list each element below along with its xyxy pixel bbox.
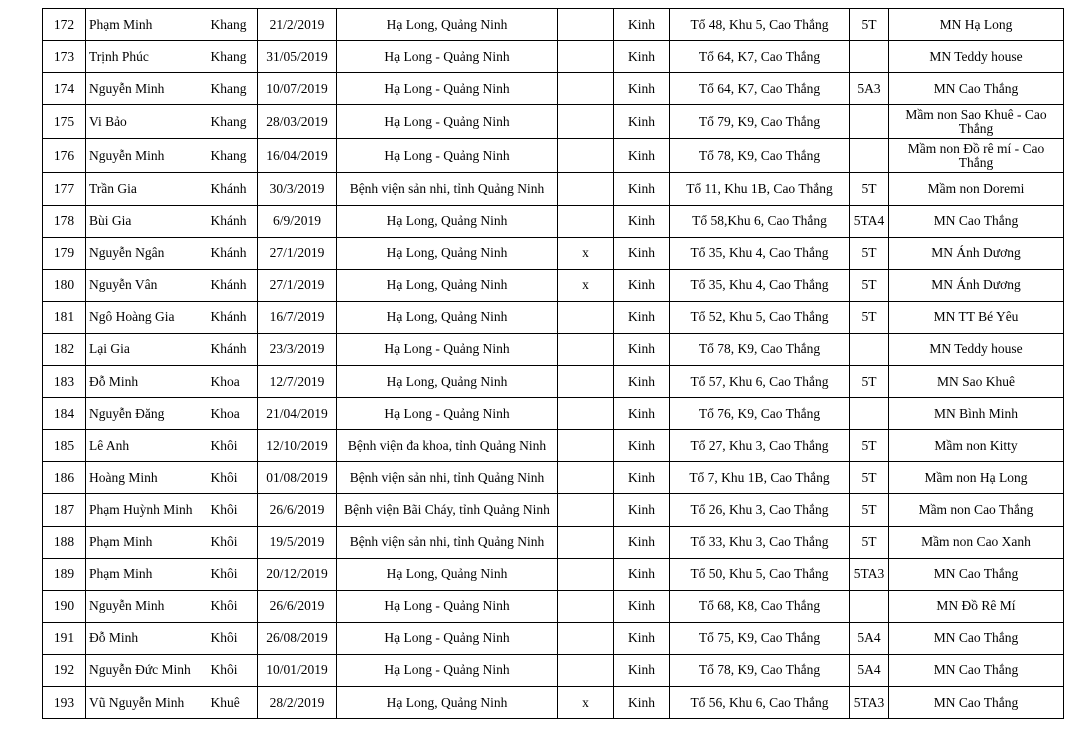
cell-address: Tổ 48, Khu 5, Cao Thắng <box>670 9 850 41</box>
cell-kindergarten: Mầm non Hạ Long <box>889 462 1064 494</box>
table-row <box>43 494 1064 526</box>
cell-ethnicity: Kinh <box>614 494 670 526</box>
cell-birth-place: Bệnh viện sản nhi, tỉnh Quảng Ninh <box>337 526 558 558</box>
cell-given-name: Khuê <box>208 686 258 718</box>
cell-stt: 176 <box>43 139 86 173</box>
cell-class <box>850 139 889 173</box>
table-row <box>43 558 1064 590</box>
cell-class: 5TA3 <box>850 686 889 718</box>
cell-female-mark <box>558 430 614 462</box>
cell-kindergarten: MN Đồ Rê Mí <box>889 590 1064 622</box>
cell-kindergarten: Mầm non Cao Thắng <box>889 494 1064 526</box>
cell-class <box>850 590 889 622</box>
cell-birth-date: 20/12/2019 <box>258 558 337 590</box>
cell-kindergarten: Mầm non Đồ rê mí - Cao Thắng <box>889 139 1064 173</box>
cell-kindergarten: MN Teddy house <box>889 41 1064 73</box>
cell-kindergarten: MN Cao Thắng <box>889 205 1064 237</box>
cell-address: Tổ 78, K9, Cao Thắng <box>670 139 850 173</box>
table-row <box>43 398 1064 430</box>
cell-ethnicity: Kinh <box>614 622 670 654</box>
table-row <box>43 590 1064 622</box>
cell-kindergarten: MN Cao Thắng <box>889 686 1064 718</box>
cell-stt: 180 <box>43 269 86 301</box>
cell-birth-date: 28/03/2019 <box>258 105 337 139</box>
cell-birth-place: Bệnh viện sản nhi, tỉnh Quảng Ninh <box>337 462 558 494</box>
cell-birth-date: 12/10/2019 <box>258 430 337 462</box>
cell-birth-date: 16/7/2019 <box>258 301 337 333</box>
cell-class: 5T <box>850 9 889 41</box>
cell-birth-date: 21/04/2019 <box>258 398 337 430</box>
cell-address: Tổ 11, Khu 1B, Cao Thắng <box>670 173 850 205</box>
cell-birth-date: 27/1/2019 <box>258 237 337 269</box>
cell-surname: Đỗ Minh <box>86 366 208 398</box>
table-row <box>43 366 1064 398</box>
table-row <box>43 139 1064 173</box>
cell-birth-place: Bệnh viện sản nhi, tỉnh Quảng Ninh <box>337 173 558 205</box>
cell-address: Tổ 27, Khu 3, Cao Thắng <box>670 430 850 462</box>
cell-surname: Nguyễn Vân <box>86 269 208 301</box>
table-row <box>43 73 1064 105</box>
table-row <box>43 237 1064 269</box>
cell-female-mark <box>558 205 614 237</box>
cell-kindergarten: MN Bình Minh <box>889 398 1064 430</box>
cell-given-name: Khôi <box>208 430 258 462</box>
cell-stt: 177 <box>43 173 86 205</box>
cell-class: 5A4 <box>850 622 889 654</box>
cell-kindergarten: MN Ánh Dương <box>889 269 1064 301</box>
table-row <box>43 686 1064 718</box>
cell-female-mark <box>558 105 614 139</box>
cell-birth-place: Hạ Long - Quảng Ninh <box>337 398 558 430</box>
cell-kindergarten: MN Teddy house <box>889 333 1064 365</box>
cell-given-name: Khoa <box>208 366 258 398</box>
table-row <box>43 462 1064 494</box>
student-table <box>42 8 1064 719</box>
cell-female-mark <box>558 73 614 105</box>
cell-class: 5TA3 <box>850 558 889 590</box>
cell-address: Tổ 76, K9, Cao Thắng <box>670 398 850 430</box>
cell-given-name: Khang <box>208 105 258 139</box>
cell-surname: Bùi Gia <box>86 205 208 237</box>
cell-ethnicity: Kinh <box>614 269 670 301</box>
cell-class: 5T <box>850 366 889 398</box>
cell-female-mark: x <box>558 686 614 718</box>
cell-kindergarten: MN Cao Thắng <box>889 654 1064 686</box>
cell-birth-date: 30/3/2019 <box>258 173 337 205</box>
cell-birth-place: Hạ Long, Quảng Ninh <box>337 301 558 333</box>
cell-stt: 193 <box>43 686 86 718</box>
cell-address: Tổ 58,Khu 6, Cao Thắng <box>670 205 850 237</box>
cell-birth-date: 21/2/2019 <box>258 9 337 41</box>
cell-birth-date: 6/9/2019 <box>258 205 337 237</box>
table-row <box>43 41 1064 73</box>
cell-class: 5T <box>850 462 889 494</box>
cell-class: 5T <box>850 237 889 269</box>
cell-kindergarten: Mầm non Cao Xanh <box>889 526 1064 558</box>
cell-surname: Hoàng Minh <box>86 462 208 494</box>
cell-stt: 174 <box>43 73 86 105</box>
cell-given-name: Khánh <box>208 205 258 237</box>
cell-kindergarten: Mầm non Kitty <box>889 430 1064 462</box>
cell-ethnicity: Kinh <box>614 301 670 333</box>
cell-surname: Trần Gia <box>86 173 208 205</box>
cell-birth-date: 26/6/2019 <box>258 590 337 622</box>
cell-female-mark <box>558 654 614 686</box>
cell-surname: Phạm Minh <box>86 526 208 558</box>
cell-birth-place: Hạ Long, Quảng Ninh <box>337 366 558 398</box>
cell-class <box>850 398 889 430</box>
cell-address: Tổ 78, K9, Cao Thắng <box>670 654 850 686</box>
cell-birth-date: 26/08/2019 <box>258 622 337 654</box>
cell-given-name: Khánh <box>208 269 258 301</box>
cell-female-mark <box>558 333 614 365</box>
cell-female-mark <box>558 173 614 205</box>
table-row <box>43 526 1064 558</box>
cell-class: 5T <box>850 269 889 301</box>
cell-ethnicity: Kinh <box>614 430 670 462</box>
cell-class <box>850 41 889 73</box>
cell-given-name: Khôi <box>208 494 258 526</box>
cell-female-mark <box>558 366 614 398</box>
cell-ethnicity: Kinh <box>614 398 670 430</box>
cell-birth-place: Hạ Long - Quảng Ninh <box>337 654 558 686</box>
cell-kindergarten: MN TT Bé Yêu <box>889 301 1064 333</box>
cell-address: Tổ 50, Khu 5, Cao Thắng <box>670 558 850 590</box>
cell-address: Tổ 64, K7, Cao Thắng <box>670 73 850 105</box>
cell-given-name: Khôi <box>208 526 258 558</box>
cell-birth-place: Hạ Long - Quảng Ninh <box>337 73 558 105</box>
cell-female-mark <box>558 590 614 622</box>
cell-ethnicity: Kinh <box>614 686 670 718</box>
cell-given-name: Khôi <box>208 462 258 494</box>
cell-ethnicity: Kinh <box>614 654 670 686</box>
cell-ethnicity: Kinh <box>614 526 670 558</box>
cell-female-mark: x <box>558 237 614 269</box>
cell-surname: Vũ Nguyễn Minh <box>86 686 208 718</box>
cell-female-mark <box>558 494 614 526</box>
cell-surname: Vi Bảo <box>86 105 208 139</box>
cell-stt: 188 <box>43 526 86 558</box>
cell-given-name: Khôi <box>208 654 258 686</box>
cell-female-mark <box>558 526 614 558</box>
cell-class: 5A4 <box>850 654 889 686</box>
cell-ethnicity: Kinh <box>614 462 670 494</box>
cell-stt: 192 <box>43 654 86 686</box>
cell-birth-place: Hạ Long - Quảng Ninh <box>337 105 558 139</box>
cell-ethnicity: Kinh <box>614 105 670 139</box>
cell-class: 5T <box>850 430 889 462</box>
cell-birth-place: Hạ Long, Quảng Ninh <box>337 9 558 41</box>
cell-ethnicity: Kinh <box>614 41 670 73</box>
table-row <box>43 333 1064 365</box>
table-row <box>43 269 1064 301</box>
cell-female-mark: x <box>558 269 614 301</box>
cell-given-name: Khang <box>208 73 258 105</box>
cell-class: 5T <box>850 301 889 333</box>
cell-stt: 187 <box>43 494 86 526</box>
cell-ethnicity: Kinh <box>614 558 670 590</box>
cell-birth-place: Hạ Long - Quảng Ninh <box>337 139 558 173</box>
cell-stt: 183 <box>43 366 86 398</box>
cell-address: Tổ 35, Khu 4, Cao Thắng <box>670 237 850 269</box>
cell-birth-date: 10/01/2019 <box>258 654 337 686</box>
cell-surname: Ngô Hoàng Gia <box>86 301 208 333</box>
cell-ethnicity: Kinh <box>614 590 670 622</box>
cell-class <box>850 333 889 365</box>
table-row <box>43 301 1064 333</box>
cell-birth-date: 28/2/2019 <box>258 686 337 718</box>
cell-kindergarten: Mầm non Sao Khuê - Cao Thắng <box>889 105 1064 139</box>
cell-birth-place: Hạ Long - Quảng Ninh <box>337 622 558 654</box>
cell-birth-date: 23/3/2019 <box>258 333 337 365</box>
cell-surname: Phạm Minh <box>86 558 208 590</box>
cell-given-name: Khánh <box>208 333 258 365</box>
table-row <box>43 205 1064 237</box>
cell-given-name: Khánh <box>208 173 258 205</box>
table-row <box>43 105 1064 139</box>
cell-stt: 173 <box>43 41 86 73</box>
cell-address: Tổ 75, K9, Cao Thắng <box>670 622 850 654</box>
cell-given-name: Khánh <box>208 237 258 269</box>
cell-birth-place: Hạ Long, Quảng Ninh <box>337 237 558 269</box>
cell-address: Tổ 56, Khu 6, Cao Thắng <box>670 686 850 718</box>
table-row <box>43 173 1064 205</box>
cell-surname: Lê Anh <box>86 430 208 462</box>
cell-stt: 175 <box>43 105 86 139</box>
cell-ethnicity: Kinh <box>614 333 670 365</box>
cell-stt: 178 <box>43 205 86 237</box>
cell-kindergarten: MN Cao Thắng <box>889 73 1064 105</box>
cell-birth-place: Hạ Long, Quảng Ninh <box>337 686 558 718</box>
cell-ethnicity: Kinh <box>614 139 670 173</box>
cell-ethnicity: Kinh <box>614 366 670 398</box>
cell-kindergarten: MN Hạ Long <box>889 9 1064 41</box>
cell-class: 5T <box>850 494 889 526</box>
cell-birth-place: Hạ Long, Quảng Ninh <box>337 205 558 237</box>
cell-female-mark <box>558 139 614 173</box>
cell-birth-date: 01/08/2019 <box>258 462 337 494</box>
cell-class: 5T <box>850 526 889 558</box>
cell-class <box>850 105 889 139</box>
cell-address: Tổ 78, K9, Cao Thắng <box>670 333 850 365</box>
cell-birth-date: 27/1/2019 <box>258 269 337 301</box>
cell-address: Tổ 26, Khu 3, Cao Thắng <box>670 494 850 526</box>
cell-stt: 184 <box>43 398 86 430</box>
cell-class: 5TA4 <box>850 205 889 237</box>
table-row <box>43 622 1064 654</box>
cell-kindergarten: MN Cao Thắng <box>889 622 1064 654</box>
cell-kindergarten: MN Cao Thắng <box>889 558 1064 590</box>
cell-surname: Đỗ Minh <box>86 622 208 654</box>
cell-surname: Nguyễn Minh <box>86 73 208 105</box>
cell-given-name: Khang <box>208 41 258 73</box>
cell-birth-date: 26/6/2019 <box>258 494 337 526</box>
cell-birth-place: Hạ Long - Quảng Ninh <box>337 41 558 73</box>
cell-address: Tổ 57, Khu 6, Cao Thắng <box>670 366 850 398</box>
cell-ethnicity: Kinh <box>614 237 670 269</box>
cell-birth-place: Bệnh viện Bãi Cháy, tỉnh Quảng Ninh <box>337 494 558 526</box>
cell-surname: Trịnh Phúc <box>86 41 208 73</box>
cell-birth-place: Hạ Long, Quảng Ninh <box>337 558 558 590</box>
cell-address: Tổ 64, K7, Cao Thắng <box>670 41 850 73</box>
cell-kindergarten: MN Ánh Dương <box>889 237 1064 269</box>
cell-female-mark <box>558 398 614 430</box>
cell-kindergarten: Mầm non Doremi <box>889 173 1064 205</box>
cell-stt: 181 <box>43 301 86 333</box>
cell-birth-place: Hạ Long - Quảng Ninh <box>337 333 558 365</box>
cell-stt: 189 <box>43 558 86 590</box>
cell-birth-date: 12/7/2019 <box>258 366 337 398</box>
cell-surname: Phạm Huỳnh Minh <box>86 494 208 526</box>
cell-ethnicity: Kinh <box>614 73 670 105</box>
cell-stt: 191 <box>43 622 86 654</box>
cell-female-mark <box>558 41 614 73</box>
cell-kindergarten: MN Sao Khuê <box>889 366 1064 398</box>
cell-birth-date: 19/5/2019 <box>258 526 337 558</box>
cell-given-name: Khôi <box>208 622 258 654</box>
cell-surname: Nguyễn Đức Minh <box>86 654 208 686</box>
cell-female-mark <box>558 558 614 590</box>
cell-address: Tổ 7, Khu 1B, Cao Thắng <box>670 462 850 494</box>
cell-ethnicity: Kinh <box>614 9 670 41</box>
cell-female-mark <box>558 462 614 494</box>
cell-stt: 186 <box>43 462 86 494</box>
cell-female-mark <box>558 301 614 333</box>
cell-surname: Nguyễn Minh <box>86 139 208 173</box>
cell-given-name: Khánh <box>208 301 258 333</box>
cell-surname: Phạm Minh <box>86 9 208 41</box>
cell-address: Tổ 79, K9, Cao Thắng <box>670 105 850 139</box>
cell-address: Tổ 35, Khu 4, Cao Thắng <box>670 269 850 301</box>
cell-stt: 179 <box>43 237 86 269</box>
cell-birth-place: Bệnh viện đa khoa, tỉnh Quảng Ninh <box>337 430 558 462</box>
cell-surname: Nguyễn Minh <box>86 590 208 622</box>
cell-ethnicity: Kinh <box>614 173 670 205</box>
table-row <box>43 430 1064 462</box>
cell-given-name: Khôi <box>208 558 258 590</box>
cell-given-name: Khang <box>208 9 258 41</box>
cell-given-name: Khang <box>208 139 258 173</box>
cell-surname: Lại Gia <box>86 333 208 365</box>
cell-female-mark <box>558 622 614 654</box>
cell-stt: 185 <box>43 430 86 462</box>
cell-address: Tổ 33, Khu 3, Cao Thắng <box>670 526 850 558</box>
cell-stt: 172 <box>43 9 86 41</box>
cell-class: 5T <box>850 173 889 205</box>
cell-address: Tổ 52, Khu 5, Cao Thắng <box>670 301 850 333</box>
cell-surname: Nguyễn Đăng <box>86 398 208 430</box>
cell-birth-place: Hạ Long - Quảng Ninh <box>337 590 558 622</box>
cell-stt: 190 <box>43 590 86 622</box>
cell-female-mark <box>558 9 614 41</box>
cell-birth-place: Hạ Long, Quảng Ninh <box>337 269 558 301</box>
cell-given-name: Khoa <box>208 398 258 430</box>
cell-surname: Nguyễn Ngân <box>86 237 208 269</box>
cell-birth-date: 10/07/2019 <box>258 73 337 105</box>
cell-ethnicity: Kinh <box>614 205 670 237</box>
cell-birth-date: 16/04/2019 <box>258 139 337 173</box>
cell-address: Tổ 68, K8, Cao Thắng <box>670 590 850 622</box>
cell-given-name: Khôi <box>208 590 258 622</box>
table-row <box>43 654 1064 686</box>
cell-stt: 182 <box>43 333 86 365</box>
table-row <box>43 9 1064 41</box>
cell-class: 5A3 <box>850 73 889 105</box>
cell-birth-date: 31/05/2019 <box>258 41 337 73</box>
